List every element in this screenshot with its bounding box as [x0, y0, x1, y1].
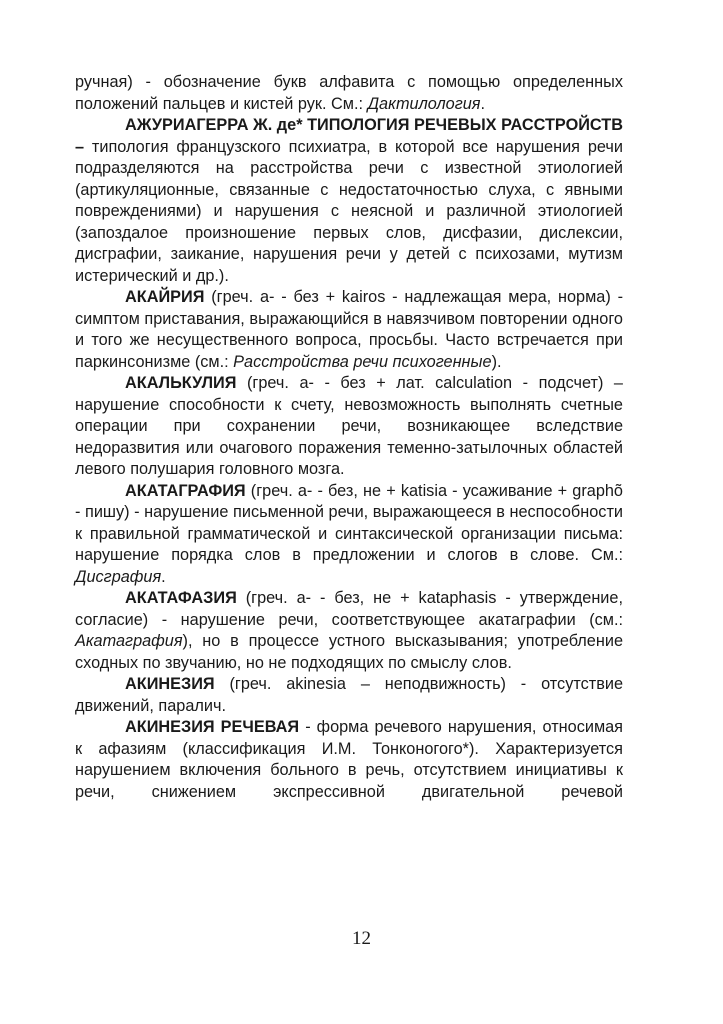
entry-text: - форма речевого нарушения, относимая к афазиям (классификация И.М. Тонконогого*). Характеризуется нарушением включения больного в речь, отсутствием инициативы к речи, снижением экспрессивной двигательной речевой [75, 718, 624, 801]
dictionary-entry [75, 72, 623, 115]
dictionary-entry [75, 481, 623, 589]
cross-reference: Акатаграфия [75, 632, 183, 650]
entry-term: АКАЛЬКУЛИЯ [125, 374, 237, 392]
cross-reference: Расстройства речи психогенные [233, 352, 492, 371]
entry-text: (греч. а- - без + kairos - надлежащая мера, норма) - симптом приставания, выражающийся в навязчивом повторении одного и того же несущественного вопроса, просьбы. Часто встречается при паркинсонизме (см.: [75, 288, 623, 371]
entry-text: (греч. akinesia – неподвижность) - отсутствие движений, паралич. [75, 675, 623, 715]
entry-text: (греч. а- - без, не + kataphasis - утверждение, согласие) - нарушение речи, соответствующее акатаграфии (см.: [75, 589, 623, 629]
entry-text: ). [491, 352, 502, 371]
cross-reference: Дактилология [367, 94, 481, 113]
entry-text: ручная) - обозначение букв алфавита с помощью определенных положений пальцев и кистей рук. См.: [75, 73, 623, 113]
entry-text: ), но в процессе устного высказывания; употребление сходных по звучанию, но не подходящих по смыслу слов. [75, 632, 623, 672]
entry-term: АКАТАФАЗИЯ [125, 589, 237, 607]
dictionary-entry [75, 674, 623, 717]
entry-term: АКИНЕЗИЯ [125, 675, 215, 693]
entry-term: – [75, 137, 92, 156]
entry-text: . [480, 94, 486, 113]
entry-term: АКАТАГРАФИЯ [125, 481, 246, 500]
entry-term: АЖУРИАГЕРРА Ж. де* ТИПОЛОГИЯ РЕЧЕВЫХ РАССТРОЙСТВ [125, 116, 623, 134]
entry-text: . [161, 567, 166, 586]
dictionary-entry [75, 717, 623, 803]
dictionary-entry [75, 588, 623, 674]
dictionary-text [75, 72, 623, 803]
entry-term: АКАЙРИЯ [125, 288, 205, 306]
entry-text: (греч. а- - без, не + katisia - усаживание + graphõ - пишу) - нарушение письменной речи, выражающееся в неспособности к правильной грамматической и синтаксической организации письма: нарушение порядка слов в предложении и слогов в слове. См.: [75, 481, 623, 564]
entry-text: типология французского психиатра, в которой все нарушения речи подразделяются на расстройства речи с известной этиологией (артикуляционные, связанные с недостаточностью слуха, с явными повреждениями) и нарушения с неясной и различной этиологией (запоздалое произношение первых слов, дисфазии, дислексии, дисграфии, заикание, нарушения речи у детей с психозами, мутизм истерический и др.). [75, 137, 623, 285]
cross-reference: Дисграфия [75, 567, 162, 586]
page-number: 12 [352, 928, 371, 949]
dictionary-entry [75, 373, 623, 481]
entry-term: АКИНЕЗИЯ РЕЧЕВАЯ [125, 718, 300, 736]
dictionary-entry [75, 115, 623, 287]
dictionary-entry [75, 287, 623, 373]
entry-text: (греч. а- - без + лат. calculation - подсчет) – нарушение способности к счету, невозможность выполнять счетные операции при сохранении речи, возникающее вследствие недоразвития или очагового поражения теменно-затылочных областей левого полушария головного мозга. [75, 374, 623, 478]
